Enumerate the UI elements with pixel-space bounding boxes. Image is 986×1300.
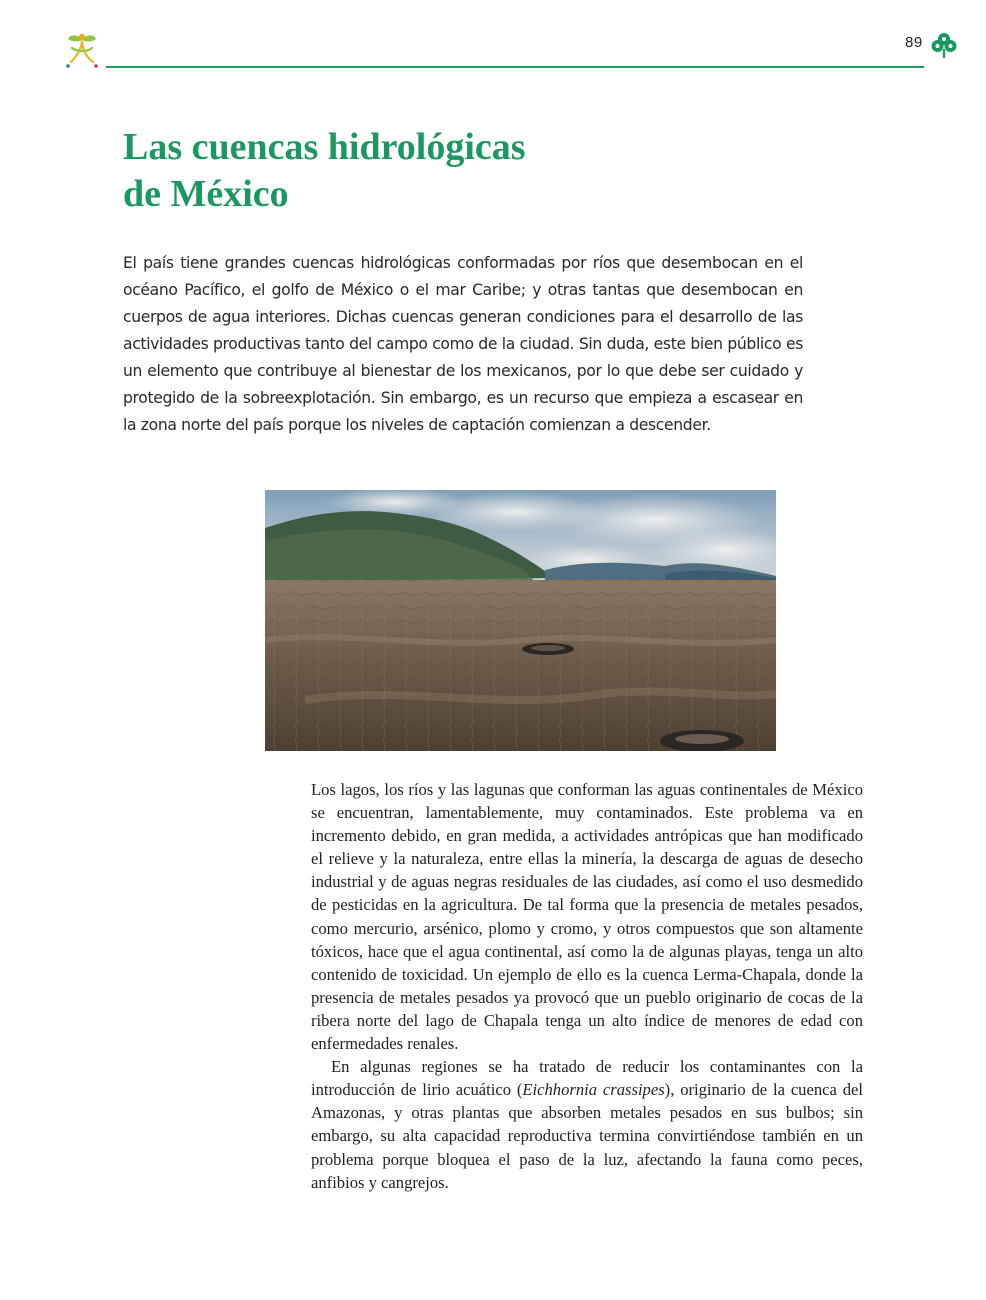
- body-paragraph-1: Los lagos, los ríos y las lagunas que conforman las aguas continentales de México se encuentran, lamentablemente, muy contaminados. Este problema va en incremento debido, en gran medida, a actividades antrópicas que han modificado el relieve y la naturaleza, entre ellas la minería, la descarga de aguas de desecho industrial y de aguas negras residuales de las ciudades, así como el uso desmedido de pesticidas en la agricultura. De tal forma que la presencia de metales pesados, como mercurio, arsénico, plomo y cromo, y otros compuestos que son altamente tóxicos, hace que el agua continental, así como la de algunas playas, tenga un alto contenido de toxicidad. Un ejemplo de ello es la cuenca Lerma-Chapala, donde la presencia de metales pesados ya provocó que un pueblo originario de cocas de la ribera norte del lago de Chapala tenga un alto índice de menores de edad con enfermedades renales.: [311, 780, 863, 1054]
- paragraph-2-text-end: ), originario de la cuenca del Amazonas, y otras plantas que absorben metales pesados en sus bulbos; sin embargo, su alta capacidad reproductiva termina convirtiéndose también en un problema porque bloquea el paso de la luz, afectando la fauna como peces, anfibios y cangrejos.: [311, 1080, 863, 1192]
- clover-icon: [930, 32, 958, 58]
- person-with-leaves-icon: [60, 30, 104, 74]
- page-number: 89: [905, 34, 923, 51]
- header-divider: [106, 66, 924, 68]
- title-line-2: de México: [123, 173, 289, 215]
- species-name: Eichhornia crassipes: [522, 1080, 665, 1100]
- paragraph-2-text-start: En algunas regiones se ha tratado de reducir los contaminantes con la introducción de lirio acuático (: [311, 1057, 863, 1100]
- body-text: [311, 778, 863, 1194]
- page-title: [123, 124, 683, 218]
- dry-lakebed-photo: [265, 490, 776, 751]
- title-line-1: Las cuencas hidrológicas: [123, 126, 526, 168]
- intro-paragraph: El país tiene grandes cuencas hidrológicas conformadas por ríos que desembocan en el océano Pacífico, el golfo de México o el mar Caribe; y otras tantas que desembocan en cuerpos de agua interiores. Dichas cuencas generan condiciones para el desarrollo de las actividades productivas tanto del campo como de la ciudad. Sin duda, este bien público es un elemento que contribuye al bienestar de los mexicanos, por lo que debe ser cuidado y protegido de la sobreexplotación. Sin embargo, es un recurso que empieza a escasear en la zona norte del país porque los niveles de captación comienzan a descender.: [123, 254, 803, 434]
- body-paragraph-2: [311, 1055, 863, 1194]
